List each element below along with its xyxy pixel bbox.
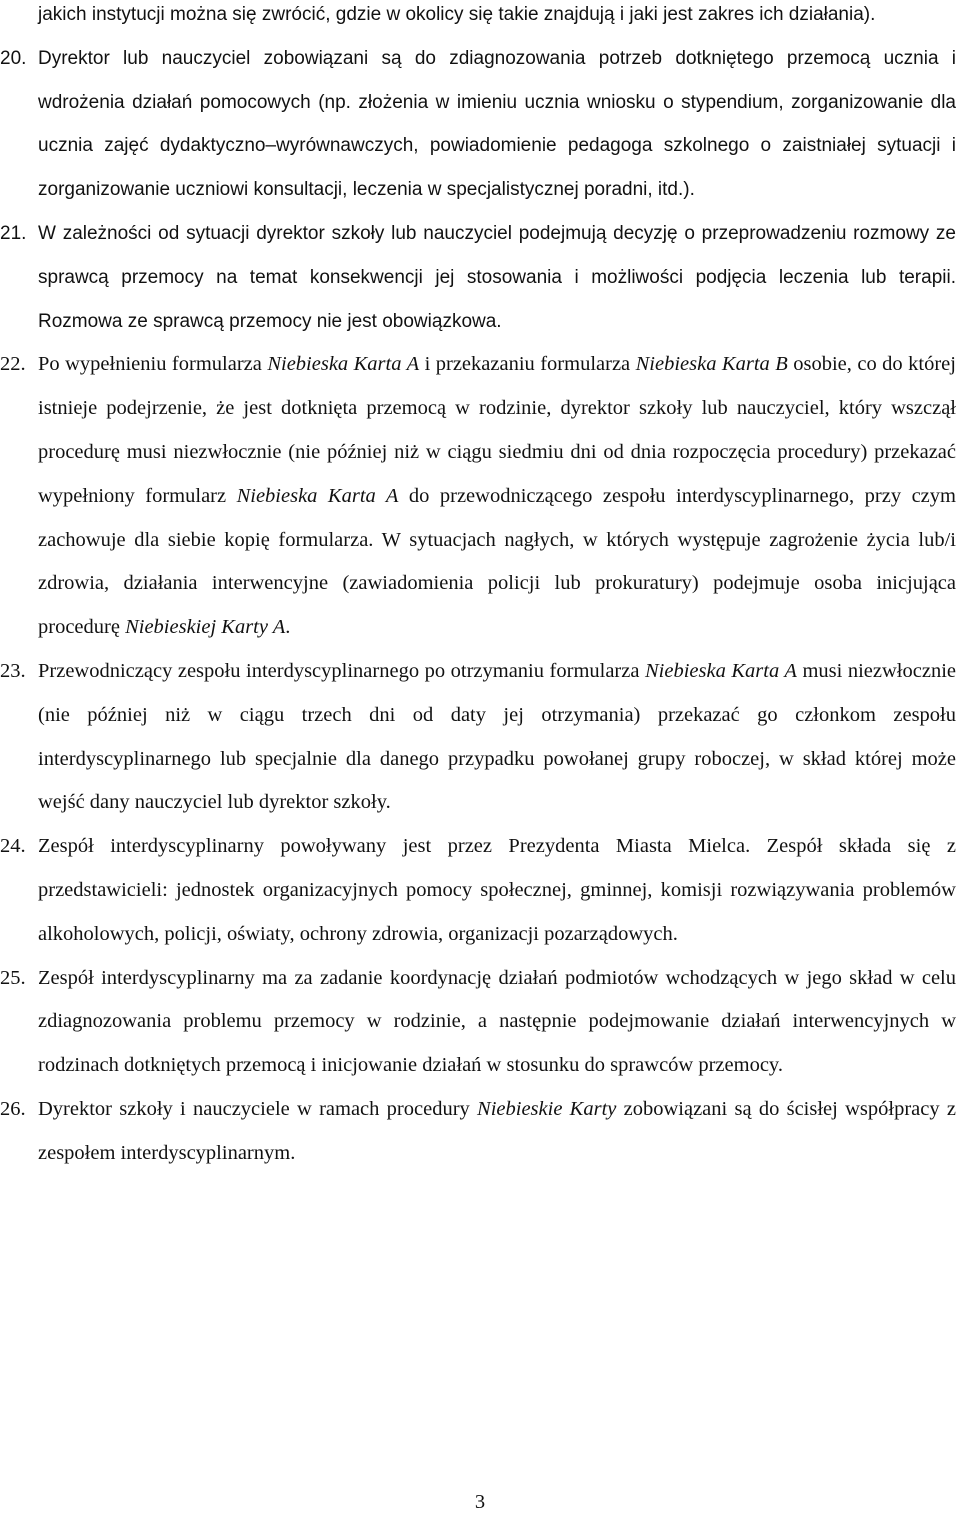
text-segment: Zespół interdyscyplinarny powoływany jest przez Prezydenta Miasta Mielca. Zespół składa się z przedstawicieli: jednostek organizacyjnych pomocy społecznej, gminnej, komisji rozwiązywania problemów alkoholowych, policji, oświaty, ochrony zdrowia, organizacji pozarządowych. [38,835,956,945]
italic-text-segment: Niebieska Karta A [236,484,399,507]
paragraph-number: 23. [0,659,26,682]
page-number: 3 [474,1491,486,1513]
text-segment: Zespół interdyscyplinarny ma za zadanie koordynację działań podmiotów wchodzących w jego skład w celu zdiagnozowania problemu przemocy w rodzinie, a następnie podejmowanie działań interwencyjnych w rodzinach dotkniętych przemocą i inicjowanie działań w stosunku do sprawców przemocy. [38,966,956,1077]
paragraph-number: 25. [0,966,26,989]
text-segment: do przewodniczącego zespołu interdyscyplinarnego, przy czym zachowuje dla siebie kopię formularza. W sytuacjach nagłych, w których występuje zagrożenie życia lub/i zdrowia, działania interwencyjne (zawiadomienia policji lub prokuratury) podejmuje osoba inicjująca procedurę [38,484,956,639]
paragraph-number: 21. [0,222,27,244]
text-segment: Przewodniczący zespołu interdyscyplinarnego po otrzymaniu formularza [38,659,645,682]
italic-text-segment: Niebieska Karta B [635,353,788,376]
text-segment: Dyrektor szkoły i nauczyciele w ramach procedury [38,1097,478,1120]
numbered-paragraph [0,212,956,343]
italic-text-segment: Niebieskie Karty [477,1097,617,1120]
italic-text-segment: Niebieskiej Karty A [125,616,286,639]
paragraph-number: 22. [0,353,26,376]
paragraph-number: 24. [0,835,26,858]
text-segment: . [285,616,291,639]
paragraph-number: 26. [0,1097,26,1120]
numbered-paragraph [0,957,956,1088]
text-segment: musi niezwłocznie (nie później niż w ciągu trzech dni od daty jej otrzymania) przekazać go członkom zespołu interdyscyplinarnego lub specjalnie dla danego przypadku powołanej grupy roboczej, w skład której może wejść dany nauczyciel lub dyrektor szkoły. [38,659,956,814]
italic-text-segment: Niebieska Karta A [645,659,797,682]
text-segment: i przekazaniu formularza [419,353,636,376]
numbered-paragraph [0,825,956,956]
text-segment: osobie, co do której istnieje podejrzenie, że jest dotknięta przemocą w rodzinie, dyrektor szkoły lub nauczyciel, który wszczął procedurę musi niezwłocznie (nie później niż w ciągu siedmiu dni od dnia rozpoczęcia procedury) przekazać wypełniony formularz [38,353,956,507]
paragraph-continuation [38,0,956,37]
text-segment: W zależności od sytuacji dyrektor szkoły lub nauczyciel podejmują decyzję o przeprowadzeniu rozmowy ze sprawcą przemocy na temat konsekwencji jej stosowania i możliwości podjęcia leczenia lub terapii. Rozmowa ze sprawcą przemocy nie jest obowiązkowa. [38,222,956,332]
italic-text-segment: Niebieska Karta A [267,353,420,376]
paragraph-number: 20. [0,47,27,69]
text-segment: Dyrektor lub nauczyciel zobowiązani są do zdiagnozowania potrzeb dotkniętego przemocą ucznia i wdrożenia działań pomocowych (np. złożenia w imieniu ucznia wniosku o stypendium, zorganizowanie dla ucznia zajęć dydaktyczno–wyrównawczych, powiadomienie pedagoga szkolnego o zaistniałej sytuacji i zorganizowanie uczniowi konsultacji, leczenia w specjalistycznej poradni, itd.). [38,47,956,201]
text-segment: zobowiązani są do ścisłej współpracy z zespołem interdyscyplinarnym. [38,1097,956,1164]
numbered-paragraph [0,1088,956,1176]
text-segment: jakich instytucji można się zwrócić, gdzie w okolicy się takie znajdują i jaki jest zakres ich działania). [38,4,876,25]
text-segment: Po wypełnieniu formularza [38,353,268,376]
numbered-paragraph [0,37,956,212]
numbered-paragraph [0,343,956,650]
numbered-paragraph [0,650,956,825]
